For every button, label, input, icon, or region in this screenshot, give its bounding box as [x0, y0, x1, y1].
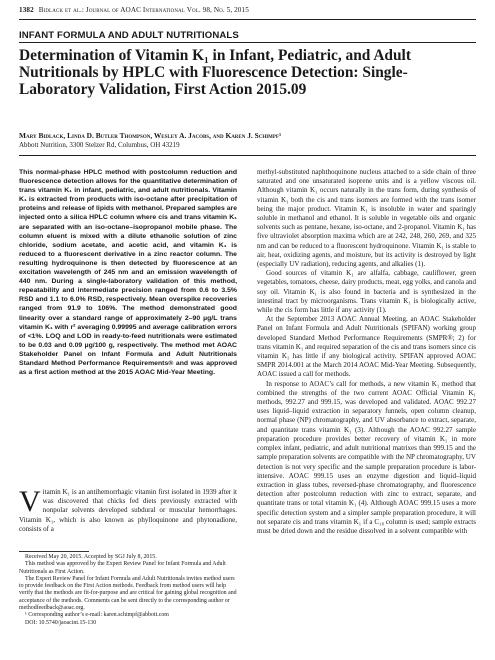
- footnotes: [19, 554, 237, 627]
- running-head: [19, 6, 249, 14]
- footnote: This method was approved by the Expert Review Panel for Infant Formula and Adult Nutritionals as First Action.: [19, 561, 226, 575]
- section-label: INFANT FORMULA AND ADULT NUTRITIONALS: [19, 30, 239, 41]
- intro-paragraph: [19, 485, 237, 534]
- right-column: [257, 168, 476, 536]
- drop-cap: V: [19, 485, 41, 518]
- abstract: This normal-phase HPLC method with postcolumn reduction and fluorescence detection allows for the quantitative determination of trans vitamin K₁ in infant, pediatric, and adult nutritionals. Vitamin K₁ is extracted from products with iso-octane after precipitation of proteins and release of lipids with methanol. Prepared samples are injected onto a silica HPLC column where cis and trans vitamin K₁ are separated with an iso-octane–isopropanol mobile phase. The column eluent is mixed with a dilute ethanolic solution of zinc chloride, sodium acetate, and acetic acid, and vitamin K₁ is reduced to a fluorescent derivative in a zinc reactor column. The resulting hydroquinone is then detected by fluorescence at an excitation wavelength of 245 nm and an emission wavelength of 440 nm. During a single-laboratory validation of this method, repeatability and intermediate precision ranged from 0.6 to 3.5% RSD and 1.1 to 6.0% RSD, respectively. Mean overspike recoveries ranged from 91.9 to 106%. The method demonstrated good linearity over a standard range of approximately 2–90 µg/L trans vitamin K₁ with r² averaging 0.99995 and average calibration errors of <1%. LOQ and LOD in ready-to-feed nutritionals were estimated to be 0.03 and 0.09 µg/100 g, respectively. The method met AOAC Stakeholder Panel on Infant Formula and Adult Nutritionals Standard Method Performance Requirements® and was approved as a first action method at the 2015 AOAC Mid-Year Meeting.: [19, 169, 237, 377]
- body-paragraph: Good sources of vitamin K₁ are alfalfa, cabbage, cauliflower, green vegetables, tomatoes, cheese, dairy products, meat, egg yolks, and canola and soy oil. Vitamin K₁ is also found in bacteria and is synthesized in the intestinal tract by microorganisms. Trans vitamin K₁ is biologically active, while the cis form has little if any activity (1).: [257, 269, 476, 315]
- intro-text: itamin K₁ is an antihemorrhagic vitamin first isolated in 1939 after it was discovered that chicks fed diets previously extracted with nonpolar solvents developed subdural or muscular hemorrhages. Vitamin K₁, which is also known as phylloquinone and phytonadione, consists of a: [19, 488, 237, 533]
- affiliation: Abbott Nutrition, 3300 Stelzer Rd, Columbus, OH 43219: [19, 141, 180, 149]
- body-paragraph: At the September 2013 AOAC Annual Meeting, an AOAC Stakeholder Panel on Infant Formula and Adult Nutritionals (SPIFAN) working group developed Standard Method Performance Requirements (SMPR®; 2) for trans vitamin K₁ and required separation of the cis and trans isomers since cis vitamin K₁ has little if any biological activity. SPIFAN approved AOAC SMPR 2014.001 at the March 2014 AOAC Mid-Year Meeting. Subsequently, AOAC issued a call for methods.: [257, 315, 476, 379]
- footnote-rule: [19, 551, 89, 552]
- body-paragraph: methyl-substituted naphthoquinone nucleus attached to a side chain of three saturated and one unsaturated isoprene units and is a yellow viscous oil. Although vitamin K₁ occurs naturally in the trans form, during synthesis of vitamin K₁ both the cis and trans isomers are formed with the trans isomer being the major product. Vitamin K₁ is insoluble in water and sparingly soluble in methanol and ethanol. It is soluble in vegetable oils and organic solvents such as pentane, hexane, iso-octane, and 2-propanol. Vitamin K₁ has five ultraviolet absorption maxima which are at 242, 248, 260, 269, and 325 nm and can be reduced to a fluorescent hydroquinone. Vitamin K₁ is stable to air, heat, oxidizing agents, and moisture, but its activity is destroyed by light (especially UV radiation), reducing agents, and alkalies (1).: [257, 168, 476, 269]
- footnote: DOI: 10.5740/jaoacint.15-130: [25, 619, 97, 626]
- article-title: Determination of Vitamin K₁ in Infant, Pediatric, and Adult Nutritionals by HPLC with Fluorescence Detection: Single-Laboratory Validation, First Action 2015.09: [19, 47, 411, 98]
- section-rule: [19, 42, 476, 43]
- footnote: ¹ Corresponding author’s e-mail: karen.schimpf@abbott.com: [25, 612, 169, 619]
- body-paragraph: In response to AOAC’s call for methods, a new vitamin K₁ method that combined the strengths of the two current AOAC Official Vitamin K₁ methods, 992.27 and 999.15, was developed and validated. AOAC 992.27 uses liquid–liquid extraction in separatory funnels, open column cleanup, normal phase (NP) chromatography, and UV absorbance to extract, separate, and quantitate trans vitamin K₁ (3). Although the AOAC 992.27 sample preparation procedure provides better recovery of vitamin K₁ in more complex infant, pediatric, and adult nutritional matrixes than 999.15 and the sample preparation solvents are compatible with the NP chromatography, UV detection is not very specific and the sample preparation procedure is labor-intensive. AOAC 999.15 uses an enzyme digestion and liquid–liquid extraction in glass tubes, reversed-phase chromatography, and fluorescence detection after postcolumn reduction with zinc to extract, separate, and quantitate trans or total vitamin K₁ (4). Although AOAC 999.15 uses a more specific detection system and a simpler sample preparation procedure, it will not separate cis and trans vitamin K₁ if a C₁₈ column is used; sample extracts must be dried down and the residue dissolved in a solvent compatible with: [257, 379, 476, 535]
- footnote: The Expert Review Panel for Infant Formula and Adult Nutritionals invites method users to provide feedback on the First Action methods. Feedback from method users will help verify that the methods are fit-for-purpose and are critical for gaining global recognition and acceptance of the methods. Comments can be sent directly to the corresponding author or methodfeedback@aoac.org.: [19, 575, 237, 612]
- author-list: Mary Bidlack, Linda D. Butler Thompson, Wesley A. Jacobs, and Karen J. Schimpf¹: [19, 131, 282, 140]
- footnote: Received May 20, 2015. Accepted by SGJ July 8, 2015.: [25, 554, 157, 560]
- header-rule: [19, 19, 476, 20]
- page-number: 1382: [19, 6, 34, 14]
- title-rule: [19, 155, 476, 156]
- journal-citation: Bidlack et al.: Journal of AOAC International Vol. 98, No. 5, 2015: [38, 6, 249, 14]
